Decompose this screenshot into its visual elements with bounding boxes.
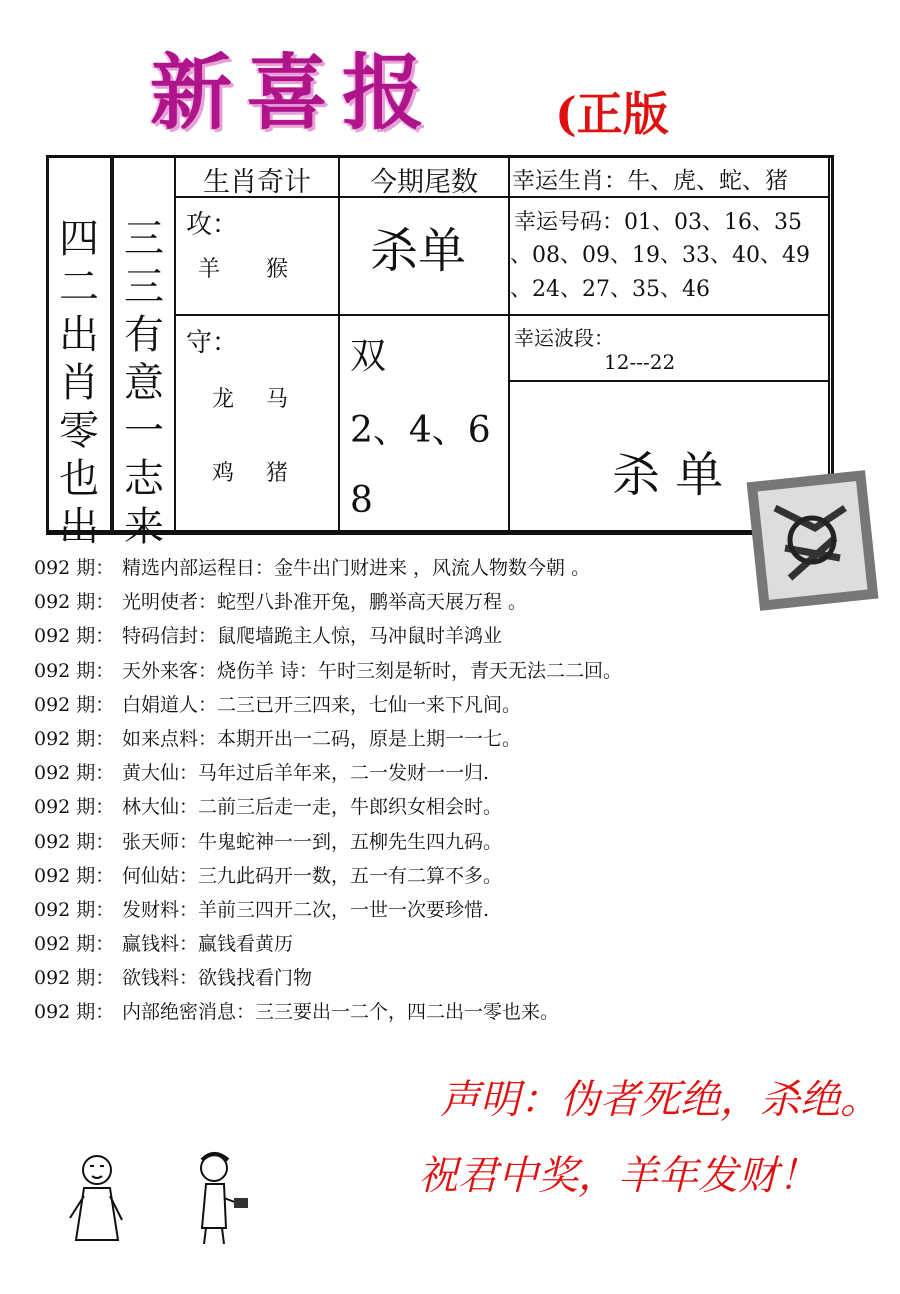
left-column-text: 四二出肖零也出 [59, 216, 99, 550]
cartoon-figure-icon [62, 1148, 132, 1248]
defend-label: 守： [186, 328, 239, 358]
predictions-list [34, 553, 874, 1032]
defend-zodiac-2: 马 [266, 387, 289, 412]
defend-zodiac-4: 猪 [266, 461, 289, 486]
list-item: 092 期： 天外来客：烧伤羊 诗：午时三刻是斩时，青天无法二二回。 [34, 659, 623, 682]
list-item: 092 期： 特码信封：鼠爬墙跪主人惊，马冲鼠时羊鸿业 [34, 625, 503, 648]
list-item: 092 期： 赢钱料：赢钱看黄历 [34, 933, 294, 956]
cartoon-figure-icon [180, 1148, 250, 1248]
second-column-text: 三三有意一志来 [124, 216, 164, 550]
statement-text: 声明：伪者死绝，杀绝。 [440, 1077, 880, 1123]
list-item: 092 期： 何仙姑：三九此码开一数，五一有二算不多。 [34, 864, 503, 887]
lucky-numbers-line1: 幸运号码：01、03、16、35 [514, 210, 802, 235]
header-tail: 今期尾数 [370, 167, 478, 198]
header-zodiac: 生肖奇计 [203, 167, 311, 198]
list-item: 092 期： 精选内部运程日：金牛出门财进来 ，风流人物数今朝 。 [34, 557, 591, 579]
list-item: 092 期： 黄大仙：马年过后羊年来，二一发财一一归. [34, 762, 490, 785]
page-title: 新喜报 [150, 45, 439, 141]
lucky-numbers-line3: 、24、27、35、46 [510, 277, 710, 302]
defend-zodiac-3: 鸡 [212, 461, 235, 486]
attack-zodiac-1: 羊 [198, 257, 221, 282]
lucky-numbers-line2: 、08、09、19、33、40、49 [510, 243, 810, 268]
list-item: 092 期： 林大仙：二前三后走一走，牛郎织女相会时。 [34, 796, 503, 819]
lucky-wave-label: 幸运波段： [514, 326, 614, 350]
attack-label: 攻： [186, 210, 239, 240]
list-item: 092 期： 白娟道人：二三已开三四来，七仙一来下凡间。 [34, 693, 522, 716]
tail-even-numbers-2: 8 [350, 480, 373, 521]
list-item: 092 期： 光明使者：蛇型八卦准开兔，鹏举高天展万程 。 [34, 591, 528, 614]
tail-even-label: 双 [350, 336, 387, 377]
lucky-wave-value: 12---22 [604, 350, 676, 374]
header-lucky-zodiac: 幸运生肖：牛、虎、蛇、猪 [512, 168, 788, 194]
tail-kill-text: 杀单 [370, 223, 467, 279]
list-item: 092 期： 发财料：羊前三四开二次，一世一次要珍惜. [34, 898, 490, 921]
attack-zodiac-2: 猴 [266, 257, 289, 282]
edition-label: (正版 [555, 87, 669, 141]
list-item: 092 期： 张天师：牛鬼蛇神一一到，五柳先生四九码。 [34, 830, 503, 853]
list-item: 092 期： 欲钱料：欲钱找看门物 [34, 967, 313, 990]
tail-even-numbers-1: 2、4、6 [350, 410, 491, 451]
right-kill-text: 杀 单 [612, 447, 724, 503]
wish-text: 祝君中奖，羊年发财！ [418, 1153, 818, 1199]
defend-zodiac-1: 龙 [212, 387, 235, 412]
list-item: 092 期： 内部绝密消息：三三要出一二个，四二出一零也来。 [34, 1001, 560, 1024]
list-item: 092 期： 如来点料：本期开出一二码，原是上期一一七。 [34, 727, 522, 750]
